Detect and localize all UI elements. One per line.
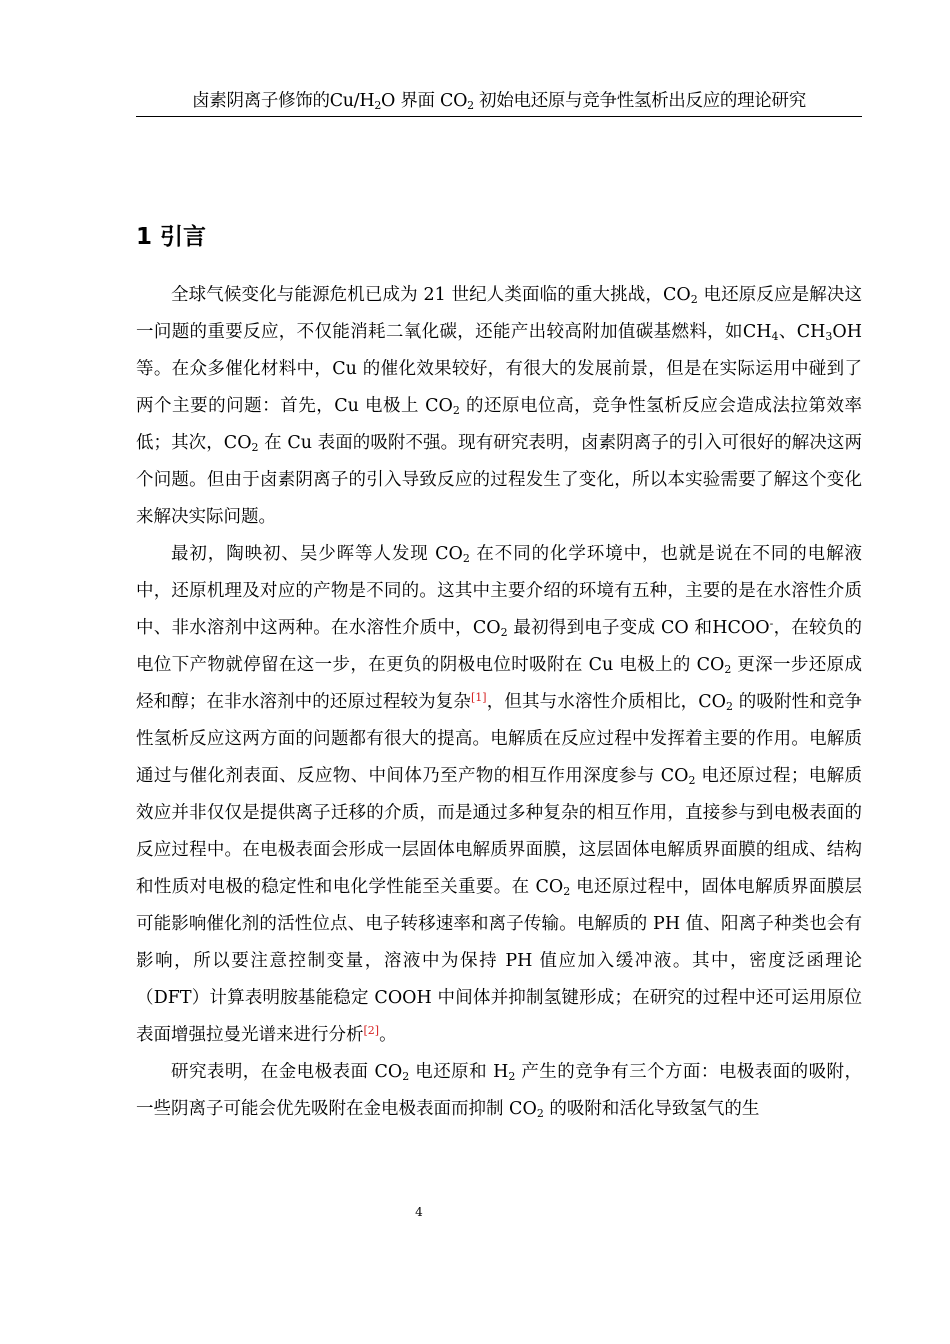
text-run: 电还原和 H (409, 1062, 509, 1082)
subscript: 2 (508, 1070, 516, 1083)
citation-link[interactable]: [2] (363, 1024, 380, 1037)
text-run: 产生的竞争有三个方面：电极表面的吸附，一些阴离子可能会优先吸附在金电极表面而抑制 CO (136, 1062, 862, 1119)
text-run: ，在较负的电位下产物就停留在这一步，在更负的阴极电位时吸附在 Cu 电极上的 CO (136, 618, 862, 675)
subscript: 2 (726, 700, 734, 713)
citation-link[interactable]: [1] (470, 691, 487, 704)
text-run: 在不同的化学环境中，也就是说在不同的电解液中，还原机理及对应的产物是不同的。这其中主要介绍的环境有五种，主要的是在水溶性介质中、非水溶剂中这两种。在水溶性介质中，CO (136, 544, 862, 638)
header-title-part1: 卤素阴离子修饰的Cu/H (192, 91, 375, 111)
page-number: 4 (415, 1205, 423, 1219)
text-run: 电还原反应是解决这一问题的重要反应，不仅能消耗二氧化碳，还能产出较高附加值碳基燃料，如CH (136, 285, 862, 342)
paragraph-1 (136, 277, 862, 536)
text-run: 的吸附和活化导致氢气的生 (543, 1099, 760, 1119)
text-run: 最初得到电子变成 CO 和HCOO (507, 618, 770, 638)
text-run: 、CH (778, 322, 826, 342)
text-run: 最初，陶映初、吴少晖等人发现 CO (171, 544, 463, 564)
superscript: - (769, 617, 774, 630)
paragraph-2 (136, 536, 862, 1054)
subscript: 2 (452, 404, 460, 417)
text-run: 的吸附性和竞争性氢析反应这两方面的问题都有很大的提高。电解质在反应过程中发挥着主要的作用。电解质通过与催化剂表面、反应物、中间体乃至产物的相互作用深度参与 CO (136, 692, 862, 786)
paragraph-3 (136, 1054, 862, 1128)
text-run: OH 等。在众多催化材料中，Cu 的催化效果较好，有很大的发展前景，但是在实际运用中碰到了两个主要的问题：首先，Cu 电极上 CO (136, 322, 862, 416)
subscript: 3 (825, 330, 833, 343)
subscript: 2 (724, 663, 732, 676)
text-run: 电还原过程；电解质效应并非仅仅是提供离子迁移的介质，而是通过多种复杂的相互作用，直接参与到电极表面的反应过程中。在电极表面会形成一层固体电解质界面膜，这层固体电解质界面膜的组成、结构和性质对电极的稳定性和电化学性能至关重要。在 CO (136, 766, 862, 897)
header-subscript: 2 (374, 99, 382, 112)
header-title-part2: O 界面 CO (381, 91, 468, 111)
header-rule (136, 116, 862, 117)
text-run: 。 (379, 1025, 397, 1045)
body-text (136, 277, 862, 1128)
subscript: 4 (771, 330, 779, 343)
text-run: 电还原过程中，固体电解质界面膜层可能影响催化剂的活性位点、电子转移速率和离子传输。电解质的 PH 值、阳离子种类也会有影响，所以要注意控制变量，溶液中为保持 PH 值应加入缓冲液。其中，密度泛函理论（DFT）计算表明胺基能稳定 COOH 中间体并抑制氢键形成；在研究的过程中还可运用原位表面增强拉曼光谱来进行分析 (136, 877, 862, 1045)
header-subscript: 2 (467, 99, 474, 112)
subscript: 2 (500, 626, 508, 639)
subscript: 2 (536, 1107, 544, 1120)
text-run: 的还原电位高，竞争性氢析反应会造成法拉第效率低；其次，CO (136, 396, 862, 453)
subscript: 2 (563, 885, 571, 898)
text-run: 更深一步还原成烃和醇；在非水溶剂中的还原过程较为复杂 (136, 655, 862, 712)
text-run: 全球气候变化与能源危机已成为 21 世纪人类面临的重大挑战，CO (171, 285, 691, 305)
text-run: ，但其与水溶性介质相比，CO (486, 692, 727, 712)
subscript: 2 (688, 774, 696, 787)
text-run: 研究表明，在金电极表面 CO (171, 1062, 403, 1082)
subscript: 2 (251, 441, 259, 454)
subscript: 2 (690, 293, 698, 306)
text-run: 在 Cu 表面的吸附不强。现有研究表明，卤素阴离子的引入可很好的解决这两个问题。但由于卤素阴离子的引入导致反应的过程发生了变化，所以本实验需要了解这个变化来解决实际问题。 (136, 433, 862, 527)
subscript: 2 (402, 1070, 410, 1083)
subscript: 2 (462, 552, 470, 565)
page-header (136, 90, 862, 112)
section-title: 1 引言 (136, 224, 207, 250)
header-title-part3: 初始电还原与竞争性氢析出反应的理论研究 (473, 91, 806, 111)
